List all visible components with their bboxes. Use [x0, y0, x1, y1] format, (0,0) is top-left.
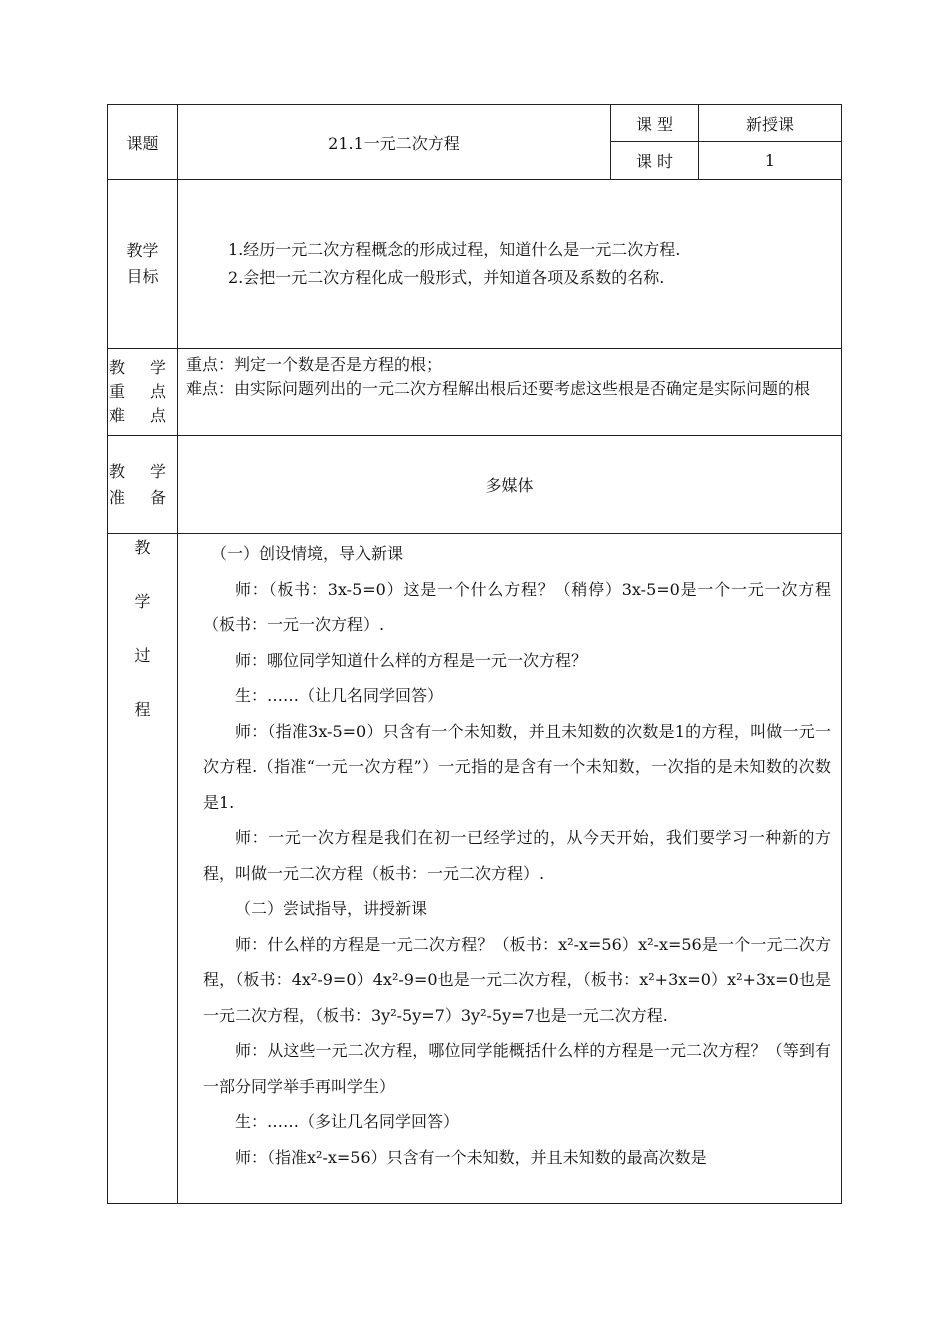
goals-label-line1: 教学	[126, 241, 159, 260]
process-label-char: 学	[134, 592, 151, 611]
preparation-label	[108, 436, 178, 534]
process-paragraph: 师：（指准x²-x=56）只含有一个未知数，并且未知数的最高次数是	[235, 1147, 707, 1167]
process-paragraph: 生：……（多让几名同学回答）	[235, 1112, 460, 1131]
process-paragraph: 师：（指准3x-5=0）只含有一个未知数，并且未知数的次数是1的方程，叫做一元一次方程.（指准“一元一次方程”）一元指的是含有一个未知数，一次指的是未知数的次数是1.	[203, 721, 831, 812]
preparation-label-line2: 准 备	[108, 487, 177, 507]
topic-title: 21.1一元二次方程	[178, 105, 611, 180]
lesson-plan-table	[107, 104, 842, 1204]
lesson-type-label: 课 型	[611, 105, 699, 142]
process-paragraph: 师：（板书：3x-5=0）这是一个什么方程？（稍停）3x-5=0是一个一元一次方程（板书：一元一次方程）.	[203, 579, 831, 634]
lesson-type-value: 新授课	[699, 105, 842, 142]
process-paragraph: 师：从这些一元二次方程，哪位同学能概括什么样的方程是一元二次方程？（等到有一部分同学举手再叫学生）	[203, 1041, 831, 1096]
preparation-value: 多媒体	[178, 436, 842, 534]
goals-content	[178, 180, 842, 349]
goal-item: 2.会把一元二次方程化成一般形式，并知道各项及系数的名称.	[228, 268, 665, 287]
key-points-label-line3: 难 点	[108, 406, 177, 425]
process-label	[108, 534, 178, 1204]
preparation-label-line1: 教 学	[108, 461, 177, 481]
topic-label: 课题	[108, 105, 178, 180]
process-paragraph: 生：……（让几名同学回答）	[235, 686, 444, 705]
difficulty-point: 难点：由实际问题列出的一元二次方程解出根后还要考虑这些根是否确定是实际问题的根	[186, 379, 811, 398]
process-label-char: 过	[134, 646, 151, 665]
period-label: 课 时	[611, 142, 699, 180]
goals-label-line2: 目标	[126, 267, 159, 286]
process-paragraph: 师：一元一次方程是我们在初一已经学过的，从今天开始，我们要学习一种新的方程，叫做一元二次方程（板书：一元二次方程）.	[203, 828, 831, 883]
section-heading: （二）尝试指导，讲授新课	[235, 899, 428, 918]
key-points-label-line1: 教 学	[108, 358, 177, 377]
period-value: 1	[699, 142, 842, 180]
process-label-char: 教	[134, 538, 151, 557]
key-points-label-line2: 重 点	[108, 382, 177, 401]
process-paragraph: 师：哪位同学知道什么样的方程是一元一次方程？	[235, 650, 588, 670]
section-heading: （一）创设情境，导入新课	[211, 544, 404, 563]
key-points-label	[108, 349, 178, 436]
key-points-content	[178, 349, 842, 436]
process-paragraph: 师：什么样的方程是一元二次方程？（板书：x²-x=56）x²-x=56是一个一元二次方程，（板书：4x²-9=0）4x²-9=0也是一元二次方程，（板书：x²+3x=0）x²+3x=0也是一元二次方程，（板书：3y²-5y=7）3y²-5y=7也是一元二次方程.	[203, 934, 831, 1025]
goal-item: 1.经历一元二次方程概念的形成过程，知道什么是一元二次方程.	[228, 240, 681, 259]
process-content	[178, 534, 842, 1204]
goals-label	[108, 180, 178, 349]
key-point: 重点：判定一个数是否是方程的根；	[186, 355, 443, 374]
process-label-char: 程	[134, 700, 151, 719]
